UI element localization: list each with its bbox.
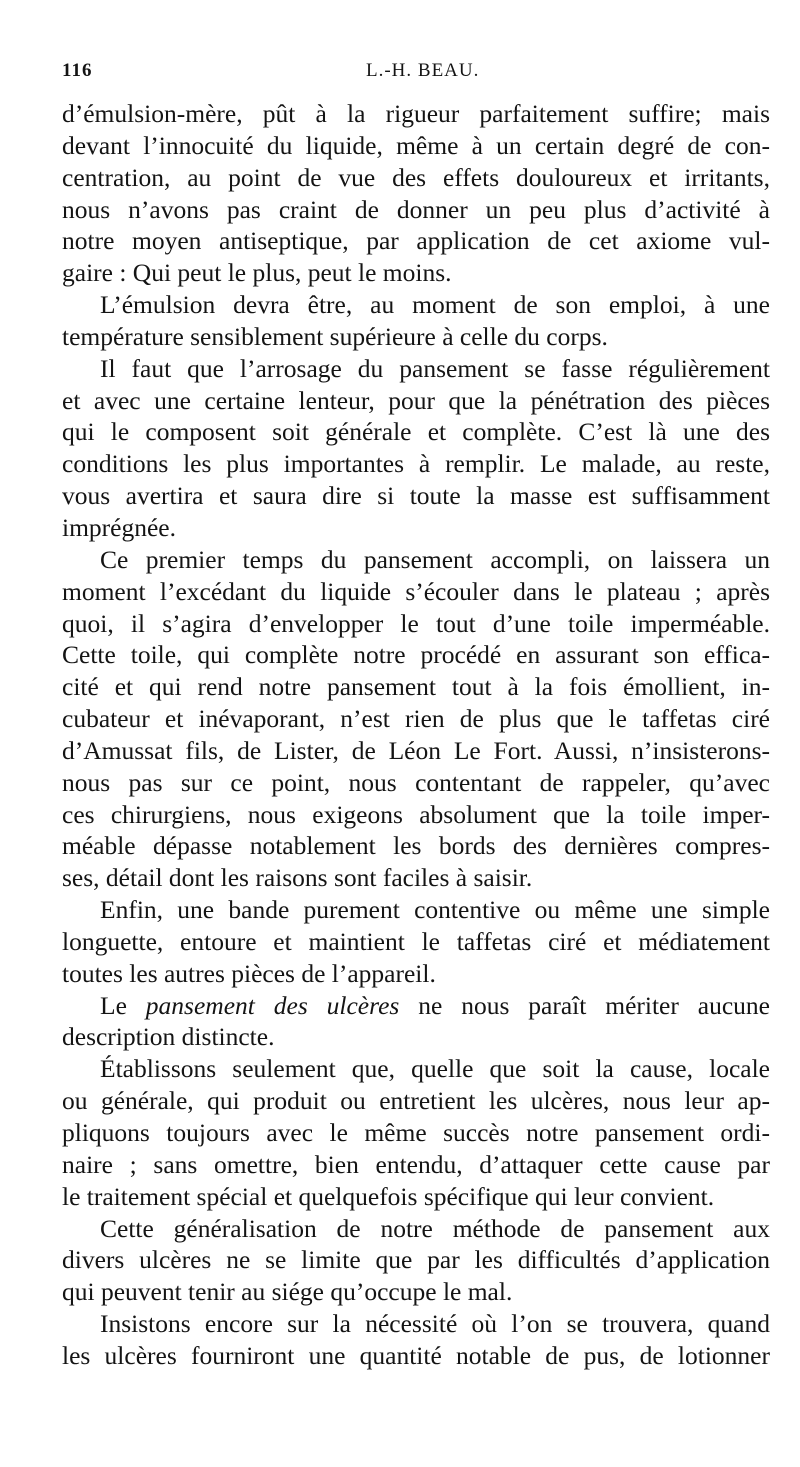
text-line: pliquons toujours avec le même succès notre pansement ordi- [62,1118,770,1147]
text-line: longuette, entoure et maintient le taffetas ciré et médiatement [62,926,770,956]
text-line: Cette toile, qui complète notre procédé en assurant son effica- [62,640,770,670]
italic-term: pansement des ulcères [145,990,400,1020]
text-line [62,990,770,1022]
text-line: qui peuvent tenir au siége qu’occupe le mal. [62,1277,513,1307]
text-line: centration, au point de vue des effets douloureux et irritants, [62,162,770,192]
text-line: L’émulsion devra être, au moment de son emploi, à une [100,290,770,320]
text-line: Il faut que l’arrosage du pansement se fasse régulièrement [100,353,770,383]
text-run: ne nous paraît mériter aucune [399,990,770,1020]
text-line: divers ulcères ne se limite que par les difficultés d’application [62,1245,770,1275]
text-line: Insistons encore sur la nécessité où l’on se trouvera, quand [100,1309,770,1339]
text-line: conditions les plus importantes à remplir. Le malade, au reste, [62,449,770,479]
text-line: description distincte. [62,1022,275,1052]
page-number: 116 [62,60,93,81]
text-line: température sensiblement supérieure à celle du corps. [62,321,608,351]
text-line: ou générale, qui produit ou entretient les ulcères, nous leur ap- [62,1086,770,1116]
text-line: ces chirurgiens, nous exigeons absolument que la toile imper- [62,799,770,829]
text-line: d’Amussat fils, de Lister, de Léon Le Fort. Aussi, n’insisterons- [62,735,770,765]
book-page [62,52,770,1372]
text-line: ses, détail dont les raisons sont faciles à saisir. [62,863,533,893]
text-line: Enfin, une bande purement contentive ou même une simple [100,895,770,925]
text-line: cité et qui rend notre pansement tout à la fois émollient, in- [62,672,770,702]
text-line: les ulcères fourniront une quantité notable de pus, de lotionner [62,1340,770,1370]
text-line: Cette généralisation de notre méthode de pansement aux [100,1213,770,1243]
text-line: quoi, il s’agira d’envelopper le tout d’une toile imperméable. [62,608,770,638]
text-line: cubateur et inévaporant, n’est rien de plus que le taffetas ciré [62,704,770,734]
text-line: imprégnée. [62,512,176,542]
text-line: toutes les autres pièces de l’appareil. [62,958,436,988]
text-line: qui le composent soit générale et complète. C’est là une des [62,417,770,447]
text-line: méable dépasse notablement les bords des dernières compres- [62,831,770,861]
text-line: Ce premier temps du pansement accompli, on laissera un [100,544,770,574]
text-line: gaire : Qui peut le plus, peut le moins. [62,258,452,288]
running-head [62,52,770,92]
text-line: devant l’innocuité du liquide, même à un certain degré de con- [62,130,770,160]
text-line: moment l’excédant du liquide s’écouler dans le plateau ; après [62,576,770,606]
text-line: nous n’avons pas craint de donner un peu plus d’activité à [62,194,770,224]
text-line: naire ; sans omettre, bien entendu, d’attaquer cette cause par [62,1149,770,1179]
running-title: L.-H. BEAU. [366,60,480,81]
text-run: Le [100,990,146,1020]
text-line: notre moyen antiseptique, par application de cet axiome vul- [62,226,770,256]
text-line: d’émulsion-mère, pût à la rigueur parfaitement suffire; mais [62,99,770,128]
text-line: et avec une certaine lenteur, pour que la pénétration des pièces [62,385,770,415]
text-line: vous avertira et saura dire si toute la masse est suffisamment [62,481,770,511]
text-line: nous pas sur ce point, nous contentant de rappeler, qu’avec [62,767,770,797]
text-line: le traitement spécial et quelquefois spécifique qui leur convient. [62,1181,715,1211]
body-text [62,98,770,1372]
text-line: Établissons seulement que, quelle que soit la cause, locale [100,1054,770,1084]
